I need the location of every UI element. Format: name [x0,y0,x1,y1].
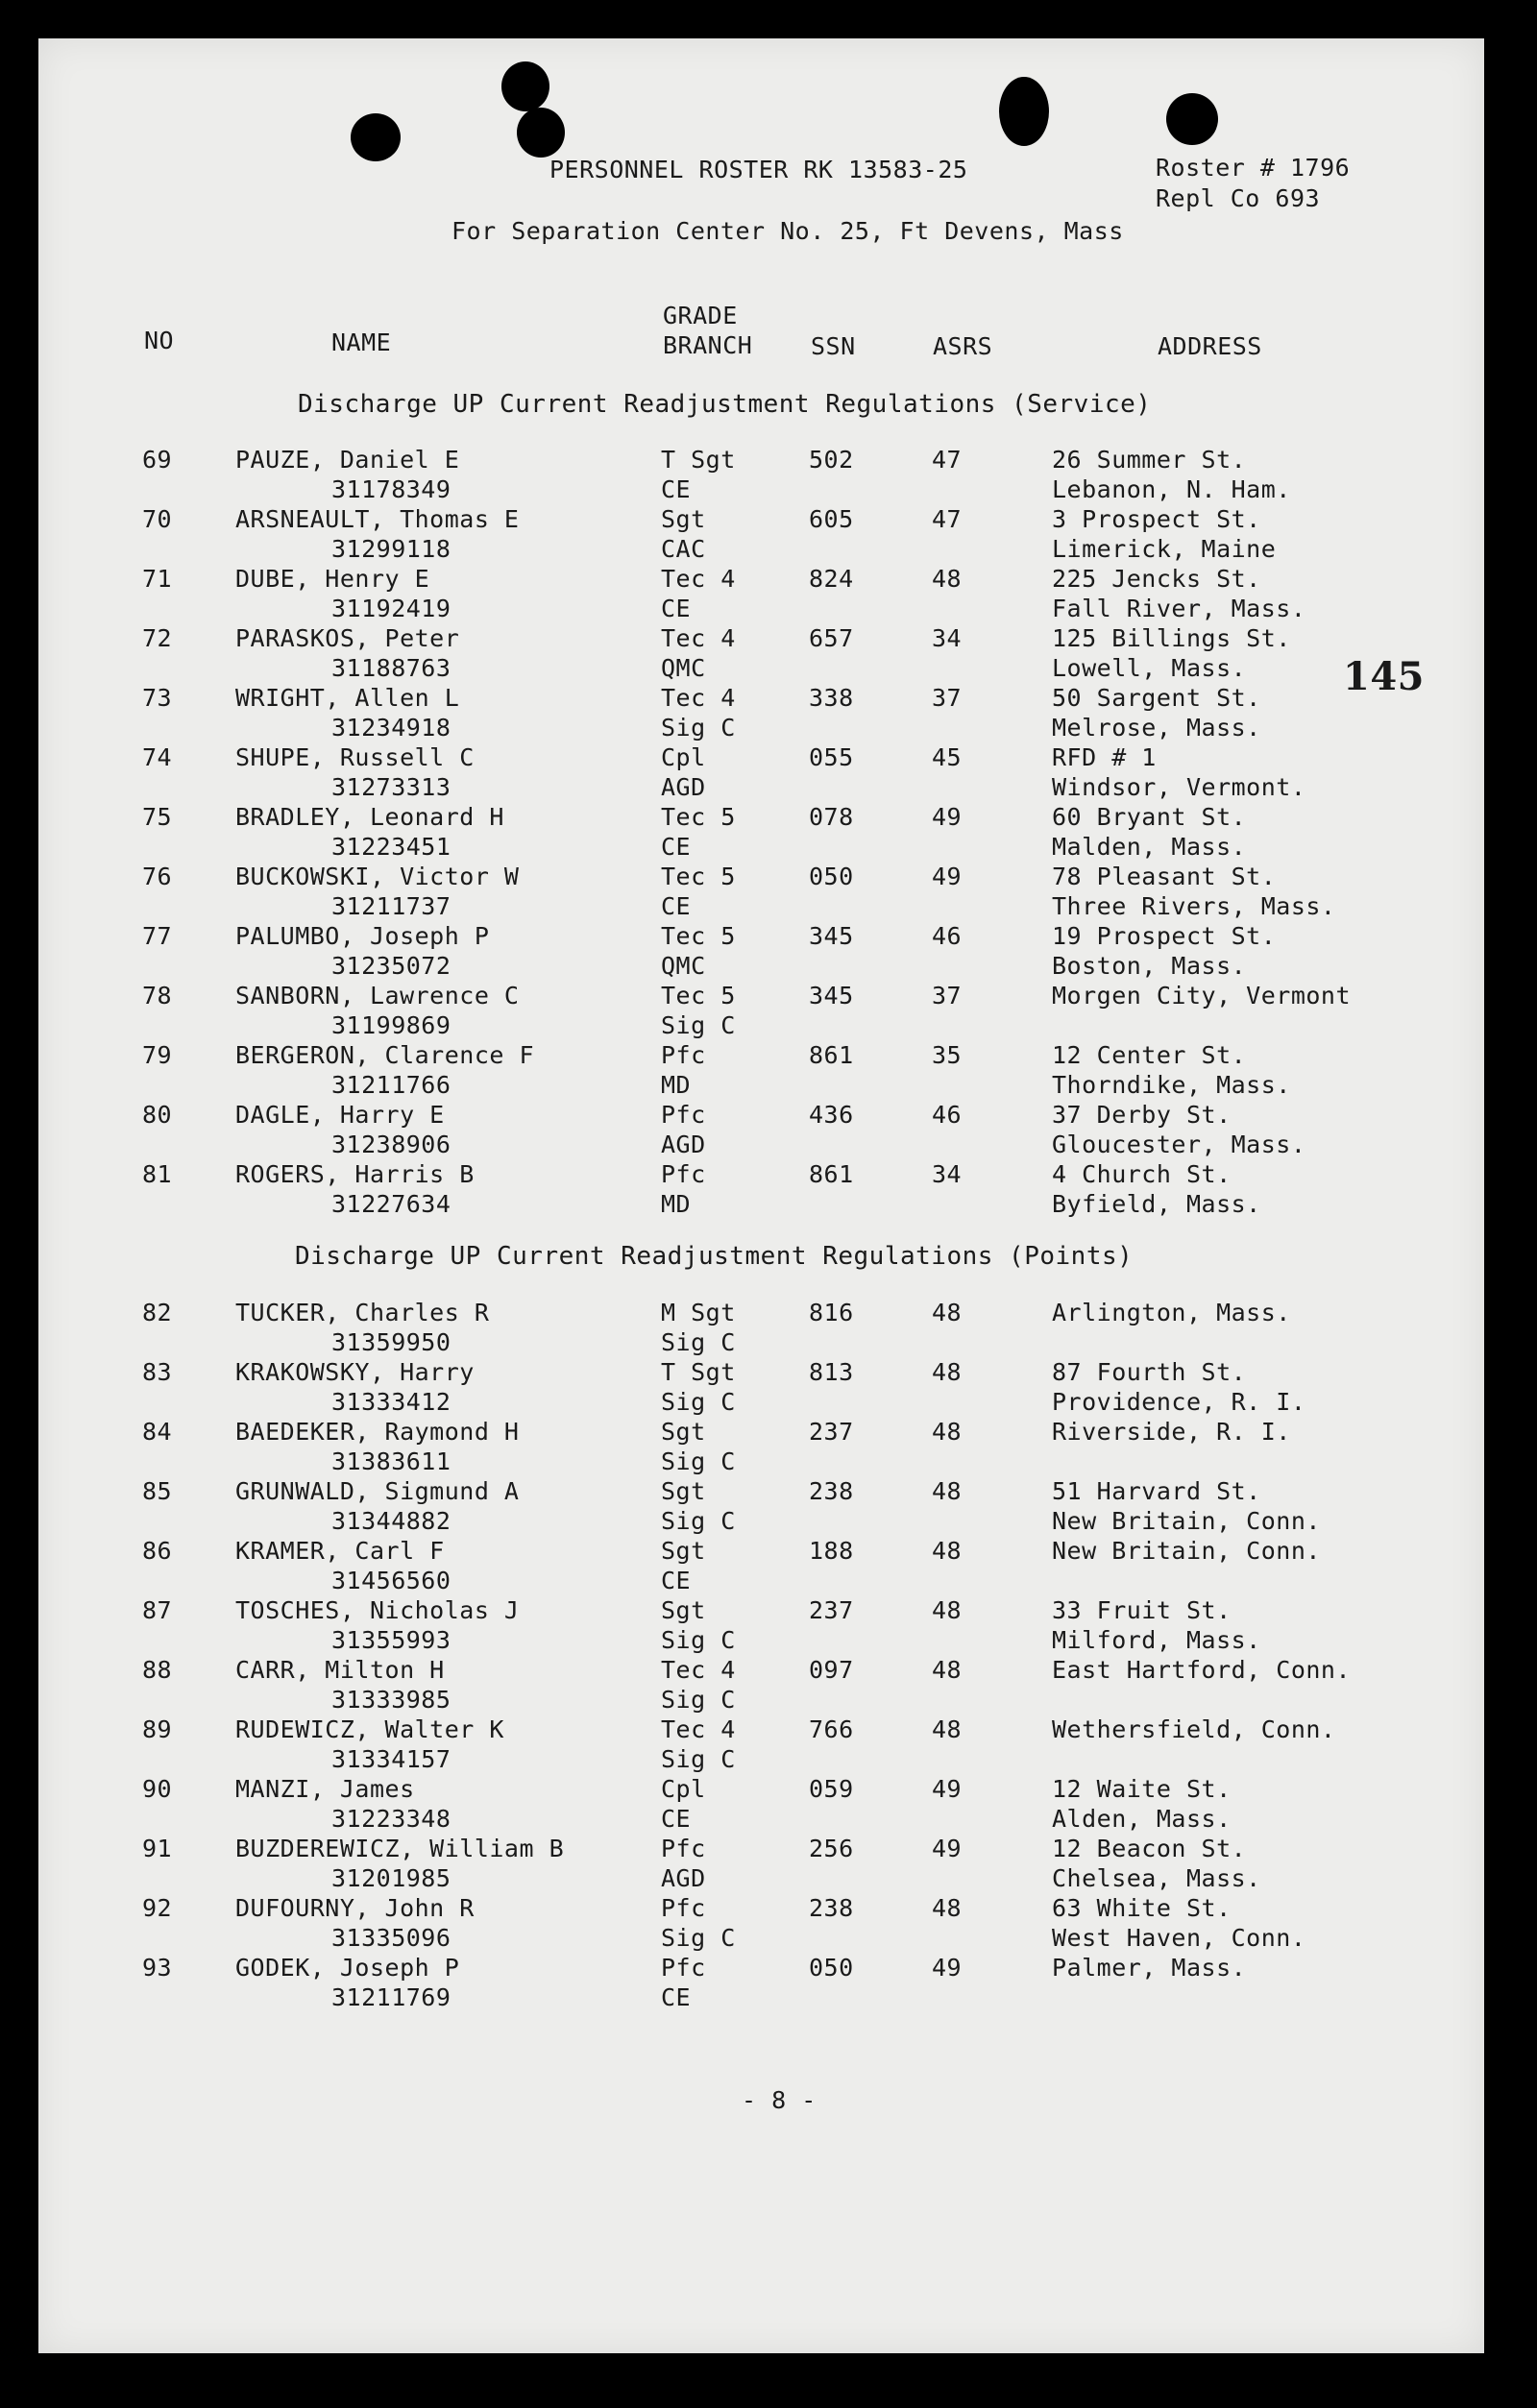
address-line-1: 12 Beacon St. [1052,1835,1247,1862]
asrs-score: 48 [932,565,963,593]
stamp-number: 145 [1343,654,1425,699]
serial-number: 31188763 [331,654,451,682]
serial-number: 31211769 [331,1983,451,2011]
grade: Tec 5 [661,803,736,831]
address-line-2: Lowell, Mass. [1052,654,1247,682]
address-line-1: Wethersfield, Conn. [1052,1715,1336,1743]
grade: Tec 4 [661,1715,736,1743]
address-line-2: West Haven, Conn. [1052,1924,1306,1952]
branch: Sig C [661,1686,736,1714]
ssn-code: 813 [809,1358,854,1386]
asrs-score: 34 [932,624,963,652]
address-line-1: East Hartford, Conn. [1052,1656,1352,1684]
soldier-name: ROGERS, Harris B [235,1160,475,1188]
serial-number: 31355993 [331,1626,451,1654]
soldier-name: CARR, Milton H [235,1656,445,1684]
serial-number: 31223348 [331,1805,451,1833]
punch-hole [999,77,1049,146]
address-line-2: Chelsea, Mass. [1052,1864,1261,1892]
soldier-name: PALUMBO, Joseph P [235,922,490,950]
table-row [0,446,1537,505]
branch: Sig C [661,1447,736,1475]
branch: Sig C [661,1388,736,1416]
ssn-code: 766 [809,1715,854,1743]
table-row [0,1041,1537,1101]
page-number: - 8 - [742,2086,817,2114]
branch: Sig C [661,1328,736,1356]
table-row [0,922,1537,982]
asrs-score: 48 [932,1596,963,1624]
row-number: 84 [142,1418,173,1446]
table-row [0,1775,1537,1835]
soldier-name: KRAMER, Carl F [235,1537,445,1565]
row-number: 91 [142,1835,173,1862]
ssn-code: 078 [809,803,854,831]
soldier-name: BUZDEREWICZ, William B [235,1835,565,1862]
table-row [0,1596,1537,1656]
row-number: 78 [142,982,173,1009]
serial-number: 31234918 [331,714,451,742]
branch: QMC [661,952,706,980]
asrs-score: 48 [932,1477,963,1505]
table-row [0,1358,1537,1418]
soldier-name: PARASKOS, Peter [235,624,460,652]
address-line-1: 4 Church St. [1052,1160,1232,1188]
address-line-2: Providence, R. I. [1052,1388,1306,1416]
soldier-name: GRUNWALD, Sigmund A [235,1477,520,1505]
soldier-name: SHUPE, Russell C [235,743,475,771]
address-line-1: 63 White St. [1052,1894,1232,1922]
punch-hole [1166,93,1218,145]
branch: CE [661,475,692,503]
address-line-1: RFD # 1 [1052,743,1157,771]
address-line-2: Boston, Mass. [1052,952,1247,980]
branch: CE [661,892,692,920]
address-line-1: Morgen City, Vermont [1052,982,1352,1009]
soldier-name: TUCKER, Charles R [235,1299,490,1326]
grade: Tec 5 [661,863,736,890]
asrs-score: 49 [932,1775,963,1803]
section-heading-points: Discharge UP Current Readjustment Regulations (Points) [295,1242,1134,1271]
column-header-name: NAME [331,328,392,356]
address-line-1: 51 Harvard St. [1052,1477,1261,1505]
asrs-score: 49 [932,863,963,890]
serial-number: 31238906 [331,1131,451,1158]
grade: Cpl [661,743,706,771]
asrs-score: 49 [932,1835,963,1862]
ssn-code: 502 [809,446,854,474]
address-line-1: 19 Prospect St. [1052,922,1277,950]
asrs-score: 48 [932,1537,963,1565]
address-line-2: Three Rivers, Mass. [1052,892,1336,920]
address-line-2: Malden, Mass. [1052,833,1247,861]
row-number: 80 [142,1101,173,1129]
asrs-score: 48 [932,1358,963,1386]
row-number: 92 [142,1894,173,1922]
column-header-branch: BRANCH [663,331,753,359]
address-line-1: 78 Pleasant St. [1052,863,1277,890]
grade: Sgt [661,1596,706,1624]
address-line-1: 87 Fourth St. [1052,1358,1247,1386]
ssn-code: 238 [809,1894,854,1922]
branch: Sig C [661,714,736,742]
roster-title: PERSONNEL ROSTER RK 13583-25 [549,156,968,183]
soldier-name: KRAKOWSKY, Harry [235,1358,475,1386]
grade: Cpl [661,1775,706,1803]
row-number: 86 [142,1537,173,1565]
asrs-score: 37 [932,982,963,1009]
table-row [0,1418,1537,1477]
punch-hole [351,113,401,161]
row-number: 83 [142,1358,173,1386]
grade: Pfc [661,1894,706,1922]
row-number: 72 [142,624,173,652]
grade: Tec 5 [661,982,736,1009]
grade: Sgt [661,505,706,533]
asrs-score: 46 [932,1101,963,1129]
ssn-code: 657 [809,624,854,652]
grade: M Sgt [661,1299,736,1326]
serial-number: 31211766 [331,1071,451,1099]
ssn-code: 055 [809,743,854,771]
soldier-name: PAUZE, Daniel E [235,446,460,474]
asrs-score: 45 [932,743,963,771]
ssn-code: 097 [809,1656,854,1684]
serial-number: 31383611 [331,1447,451,1475]
ssn-code: 605 [809,505,854,533]
soldier-name: DUFOURNY, John R [235,1894,475,1922]
grade: Pfc [661,1041,706,1069]
address-line-2: New Britain, Conn. [1052,1507,1321,1535]
table-row [0,1477,1537,1537]
grade: Sgt [661,1477,706,1505]
serial-number: 31299118 [331,535,451,563]
asrs-score: 48 [932,1656,963,1684]
table-row [0,1835,1537,1894]
soldier-name: DUBE, Henry E [235,565,430,593]
grade: Pfc [661,1954,706,1982]
row-number: 93 [142,1954,173,1982]
address-line-2: Melrose, Mass. [1052,714,1261,742]
address-line-1: 60 Bryant St. [1052,803,1247,831]
address-line-2: Byfield, Mass. [1052,1190,1261,1218]
address-line-1: 33 Fruit St. [1052,1596,1232,1624]
grade: Pfc [661,1160,706,1188]
address-line-2: Windsor, Vermont. [1052,773,1306,801]
serial-number: 31211737 [331,892,451,920]
ssn-code: 338 [809,684,854,712]
ssn-code: 861 [809,1160,854,1188]
table-row [0,624,1537,684]
ssn-code: 256 [809,1835,854,1862]
row-number: 82 [142,1299,173,1326]
address-line-2: Limerick, Maine [1052,535,1277,563]
table-row [0,1954,1537,2013]
ssn-code: 238 [809,1477,854,1505]
asrs-score: 48 [932,1299,963,1326]
serial-number: 31273313 [331,773,451,801]
asrs-score: 35 [932,1041,963,1069]
row-number: 77 [142,922,173,950]
address-line-1: 225 Jencks St. [1052,565,1261,593]
table-row [0,565,1537,624]
branch: Sig C [661,1924,736,1952]
soldier-name: BAEDEKER, Raymond H [235,1418,520,1446]
ssn-code: 436 [809,1101,854,1129]
row-number: 69 [142,446,173,474]
address-line-1: Arlington, Mass. [1052,1299,1291,1326]
address-line-2: Gloucester, Mass. [1052,1131,1306,1158]
address-line-2: Thorndike, Mass. [1052,1071,1291,1099]
asrs-score: 47 [932,505,963,533]
asrs-score: 49 [932,1954,963,1982]
ssn-code: 188 [809,1537,854,1565]
serial-number: 31192419 [331,595,451,622]
address-line-1: Palmer, Mass. [1052,1954,1247,1982]
ssn-code: 050 [809,1954,854,1982]
row-number: 70 [142,505,173,533]
punch-hole [517,108,565,158]
serial-number: 31456560 [331,1567,451,1594]
soldier-name: WRIGHT, Allen L [235,684,460,712]
asrs-score: 46 [932,922,963,950]
branch: CE [661,595,692,622]
serial-number: 31223451 [331,833,451,861]
serial-number: 31335096 [331,1924,451,1952]
row-number: 87 [142,1596,173,1624]
branch: AGD [661,773,706,801]
grade: Tec 4 [661,684,736,712]
grade: Tec 4 [661,565,736,593]
table-row [0,1537,1537,1596]
soldier-name: BRADLEY, Leonard H [235,803,504,831]
ssn-code: 237 [809,1596,854,1624]
soldier-name: SANBORN, Lawrence C [235,982,520,1009]
address-line-1: 12 Center St. [1052,1041,1247,1069]
soldier-name: BUCKOWSKI, Victor W [235,863,520,890]
address-line-2: Fall River, Mass. [1052,595,1306,622]
punch-hole [501,61,549,111]
branch: CAC [661,535,706,563]
soldier-name: MANZI, James [235,1775,415,1803]
row-number: 90 [142,1775,173,1803]
soldier-name: TOSCHES, Nicholas J [235,1596,520,1624]
ssn-code: 059 [809,1775,854,1803]
branch: AGD [661,1864,706,1892]
row-number: 81 [142,1160,173,1188]
soldier-name: RUDEWICZ, Walter K [235,1715,504,1743]
address-line-1: New Britain, Conn. [1052,1537,1321,1565]
grade: Pfc [661,1101,706,1129]
table-row [0,1715,1537,1775]
ssn-code: 861 [809,1041,854,1069]
soldier-name: BERGERON, Clarence F [235,1041,535,1069]
branch: MD [661,1190,692,1218]
table-row [0,684,1537,743]
branch: Sig C [661,1626,736,1654]
table-row [0,863,1537,922]
grade: Tec 5 [661,922,736,950]
branch: Sig C [661,1011,736,1039]
table-row [0,1101,1537,1160]
address-line-1: 26 Summer St. [1052,446,1247,474]
asrs-score: 48 [932,1894,963,1922]
grade: Sgt [661,1418,706,1446]
row-number: 71 [142,565,173,593]
table-row [0,743,1537,803]
row-number: 88 [142,1656,173,1684]
asrs-score: 37 [932,684,963,712]
table-row [0,1894,1537,1954]
asrs-score: 48 [932,1418,963,1446]
ssn-code: 345 [809,982,854,1009]
ssn-code: 237 [809,1418,854,1446]
serial-number: 31199869 [331,1011,451,1039]
column-header-no: NO [144,327,175,354]
table-row [0,1299,1537,1358]
section-heading-service: Discharge UP Current Readjustment Regulations (Service) [298,390,1152,419]
table-row [0,1160,1537,1220]
row-number: 79 [142,1041,173,1069]
roster-number: Roster # 1796 [1156,154,1351,182]
branch: Sig C [661,1745,736,1773]
branch: AGD [661,1131,706,1158]
column-header-ssn: SSN [811,332,856,360]
column-header-grade: GRADE [663,302,738,329]
address-line-1: 12 Waite St. [1052,1775,1232,1803]
branch: Sig C [661,1507,736,1535]
row-number: 75 [142,803,173,831]
address-line-2: Lebanon, N. Ham. [1052,475,1291,503]
ssn-code: 816 [809,1299,854,1326]
address-line-1: 3 Prospect St. [1052,505,1261,533]
serial-number: 31227634 [331,1190,451,1218]
table-row [0,803,1537,863]
row-number: 73 [142,684,173,712]
address-line-1: 37 Derby St. [1052,1101,1232,1129]
soldier-name: GODEK, Joseph P [235,1954,460,1982]
branch: CE [661,833,692,861]
column-header-address: ADDRESS [1158,332,1262,360]
table-row [0,1656,1537,1715]
ssn-code: 824 [809,565,854,593]
table-row [0,982,1537,1041]
ssn-code: 050 [809,863,854,890]
serial-number: 31201985 [331,1864,451,1892]
branch: CE [661,1983,692,2011]
branch: CE [661,1567,692,1594]
grade: Pfc [661,1835,706,1862]
serial-number: 31359950 [331,1328,451,1356]
branch: MD [661,1071,692,1099]
grade: Sgt [661,1537,706,1565]
row-number: 74 [142,743,173,771]
branch: CE [661,1805,692,1833]
asrs-score: 34 [932,1160,963,1188]
roster-subtitle: For Separation Center No. 25, Ft Devens, Mass [451,217,1124,245]
serial-number: 31235072 [331,952,451,980]
grade: Tec 4 [661,1656,736,1684]
table-row [0,505,1537,565]
column-header-asrs: ASRS [933,332,993,360]
address-line-2: Milford, Mass. [1052,1626,1261,1654]
serial-number: 31344882 [331,1507,451,1535]
grade: T Sgt [661,1358,736,1386]
address-line-2: Alden, Mass. [1052,1805,1232,1833]
soldier-name: ARSNEAULT, Thomas E [235,505,520,533]
row-number: 85 [142,1477,173,1505]
branch: QMC [661,654,706,682]
address-line-1: 125 Billings St. [1052,624,1291,652]
asrs-score: 47 [932,446,963,474]
serial-number: 31178349 [331,475,451,503]
grade: T Sgt [661,446,736,474]
ssn-code: 345 [809,922,854,950]
asrs-score: 49 [932,803,963,831]
serial-number: 31333412 [331,1388,451,1416]
row-number: 76 [142,863,173,890]
repl-company: Repl Co 693 [1156,184,1321,212]
address-line-1: 50 Sargent St. [1052,684,1261,712]
grade: Tec 4 [661,624,736,652]
asrs-score: 48 [932,1715,963,1743]
address-line-1: Riverside, R. I. [1052,1418,1291,1446]
soldier-name: DAGLE, Harry E [235,1101,445,1129]
row-number: 89 [142,1715,173,1743]
serial-number: 31334157 [331,1745,451,1773]
serial-number: 31333985 [331,1686,451,1714]
